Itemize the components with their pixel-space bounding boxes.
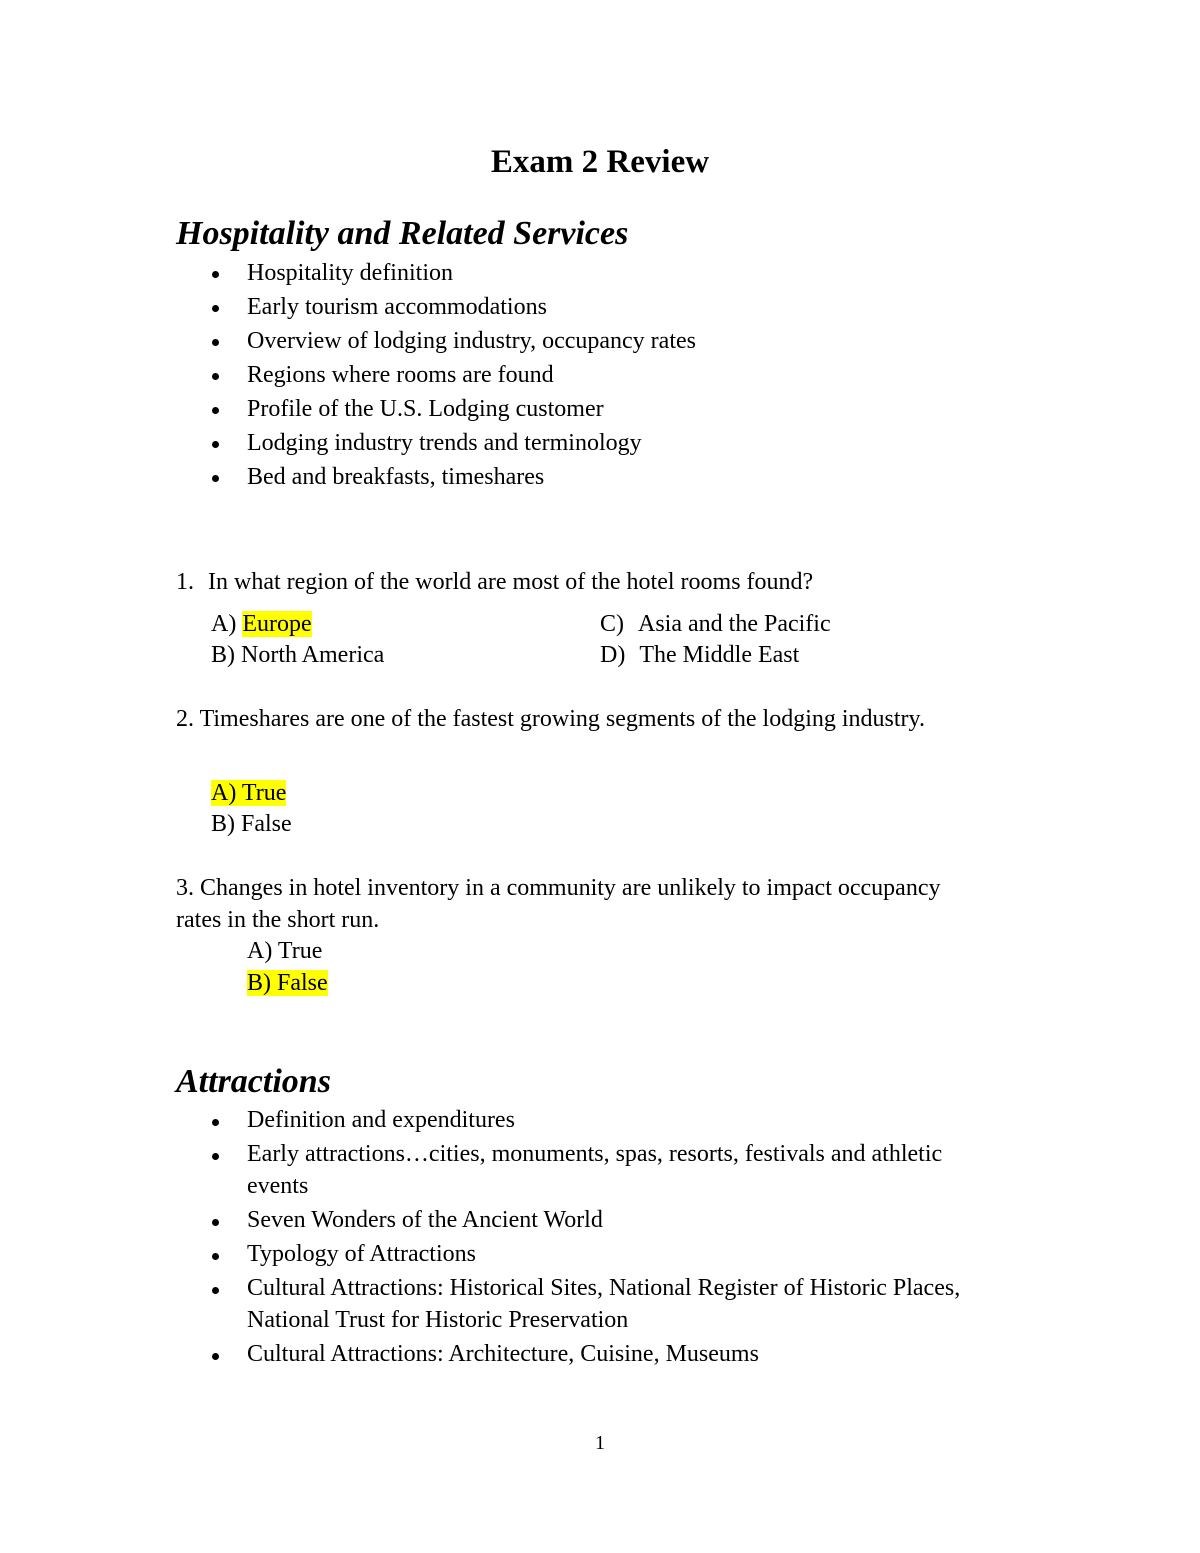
list-item: Bed and breakfasts, timeshares <box>210 460 696 494</box>
q2-option-a <box>211 777 286 809</box>
list-item: Hospitality definition <box>210 256 696 290</box>
question-text: In what region of the world are most of the hotel rooms found? <box>208 569 814 595</box>
list-item: Definition and expenditures <box>210 1104 990 1136</box>
list-item: Overview of lodging industry, occupancy rates <box>210 324 696 358</box>
bullet-icon <box>212 305 219 312</box>
q2-option-b: B) False <box>211 811 292 837</box>
bullet-icon <box>212 475 219 482</box>
q1-option-a: A) Europe <box>211 611 312 637</box>
list-item: Regions where rooms are found <box>210 358 696 392</box>
bullet-icon <box>212 271 219 278</box>
list-item: Early attractions…cities, monuments, spas, resorts, festivals and athletic events <box>210 1138 990 1202</box>
section-heading-hospitality: Hospitality and Related Services <box>176 215 629 252</box>
page-number: 1 <box>595 1432 605 1454</box>
q3-option-b <box>247 967 328 999</box>
answer-highlight: Europe <box>242 611 312 637</box>
attractions-topic-list <box>210 1104 990 1370</box>
question-3: 3. Changes in hotel inventory in a community are unlikely to impact occupancy rates in the short run. <box>176 875 941 933</box>
bullet-icon <box>212 339 219 346</box>
list-item: Cultural Attractions: Historical Sites, National Register of Historic Places, National Trust for Historic Preservation <box>210 1272 990 1336</box>
list-item: Typology of Attractions <box>210 1238 990 1270</box>
answer-highlight: B) False <box>247 970 328 996</box>
q3-option-a: A) True <box>247 938 323 964</box>
bullet-icon <box>212 1353 219 1360</box>
list-item: Seven Wonders of the Ancient World <box>210 1204 990 1236</box>
bullet-icon <box>212 373 219 380</box>
question-number: 1. <box>176 569 194 595</box>
q1-option-c: C) Asia and the Pacific <box>600 611 831 637</box>
question-2: 2. Timeshares are one of the fastest growing segments of the lodging industry. <box>176 706 925 732</box>
q1-option-b: B) North America <box>211 642 385 668</box>
list-item: Lodging industry trends and terminology <box>210 426 696 460</box>
answer-highlight: A) True <box>211 780 287 806</box>
page-title: Exam 2 Review <box>490 144 710 180</box>
bullet-icon <box>212 441 219 448</box>
bullet-icon <box>212 1219 219 1226</box>
q1-option-d: D) The Middle East <box>600 642 800 668</box>
bullet-icon <box>212 1153 219 1160</box>
bullet-icon <box>212 1253 219 1260</box>
list-item: Early tourism accommodations <box>210 290 696 324</box>
hospitality-topic-list <box>210 256 696 494</box>
section-heading-attractions: Attractions <box>176 1063 331 1100</box>
bullet-icon <box>212 407 219 414</box>
bullet-icon <box>212 1119 219 1126</box>
bullet-icon <box>212 1287 219 1294</box>
question-1 <box>176 566 813 598</box>
list-item: Cultural Attractions: Architecture, Cuisine, Museums <box>210 1338 990 1370</box>
list-item: Profile of the U.S. Lodging customer <box>210 392 696 426</box>
